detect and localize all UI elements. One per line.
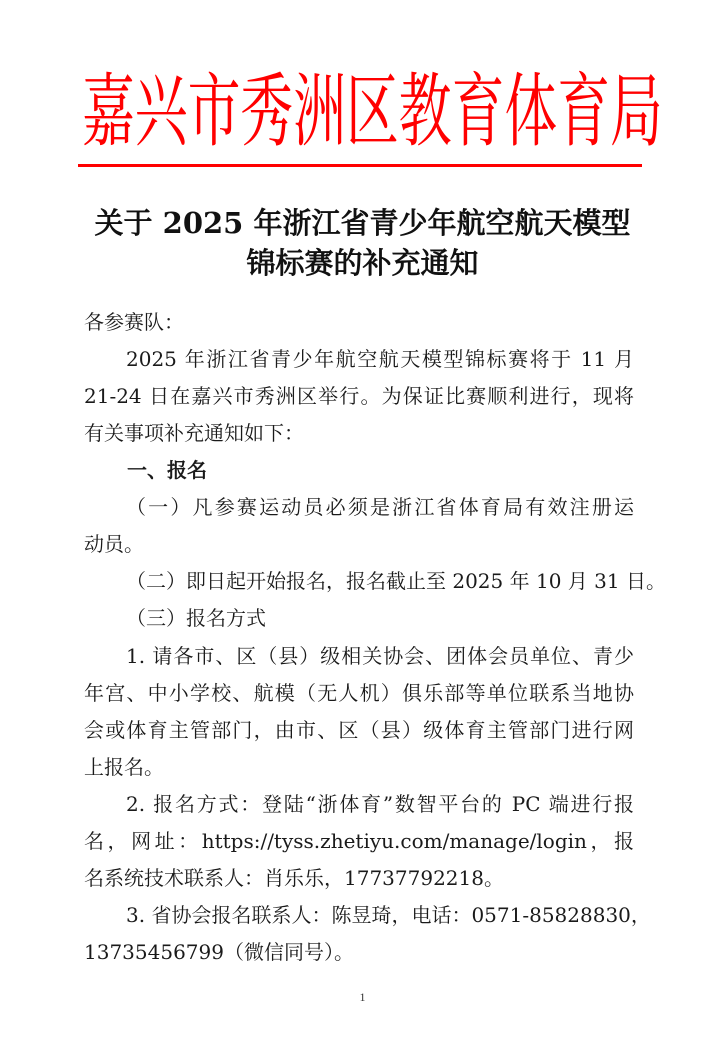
item-2: （二）即日起开始报名，报名截止至 2025 年 10 月 31 日。	[126, 569, 666, 593]
point-2-line-3: 名系统技术联系人：肖乐乐，17737792218。	[84, 866, 504, 890]
intro-line-3: 有关事项补充通知如下：	[84, 421, 304, 445]
page-number: 1	[359, 990, 366, 1004]
organization-header	[82, 65, 663, 158]
organization-name: 嘉兴市秀洲区教育体育局	[82, 65, 663, 158]
point-1-line-2: 年宫、中小学校、航模（无人机）俱乐部等单位联系当地协	[84, 681, 634, 705]
intro-line-1: 2025 年浙江省青少年航空航天模型锦标赛将于 11 月	[126, 347, 634, 371]
point-3-line-2: 13735456799（微信同号）。	[84, 940, 354, 964]
point-3-line-1: 3. 省协会报名联系人：陈昱琦，电话：0571-85828830，	[126, 903, 651, 927]
salutation: 各参赛队：	[84, 310, 184, 334]
point-2-line-2: 名，网址：https://tyss.zhetiyu.com/manage/login，报	[84, 829, 634, 853]
point-1-line-3: 会或体育主管部门，由市、区（县）级体育主管部门进行网	[84, 718, 634, 742]
point-2-line-1: 2. 报名方式：登陆“浙体育”数智平台的 PC 端进行报	[126, 792, 634, 816]
item-1-line-1: （一）凡参赛运动员必须是浙江省体育局有效注册运	[126, 495, 634, 519]
intro-line-2: 21-24 日在嘉兴市秀洲区举行。为保证比赛顺利进行，现将	[84, 384, 634, 408]
red-divider-rule	[78, 164, 642, 167]
document-title-line-1: 关于 2025 年浙江省青少年航空航天模型	[94, 206, 631, 240]
section-heading-registration: 一、报名	[127, 458, 207, 482]
point-1-line-1: 1. 请各市、区（县）级相关协会、团体会员单位、青少	[126, 644, 634, 668]
document-title-line-2: 锦标赛的补充通知	[246, 246, 479, 280]
point-1-line-4: 上报名。	[84, 755, 164, 779]
item-1-line-2: 动员。	[84, 532, 144, 556]
item-3: （三）报名方式	[126, 606, 266, 630]
